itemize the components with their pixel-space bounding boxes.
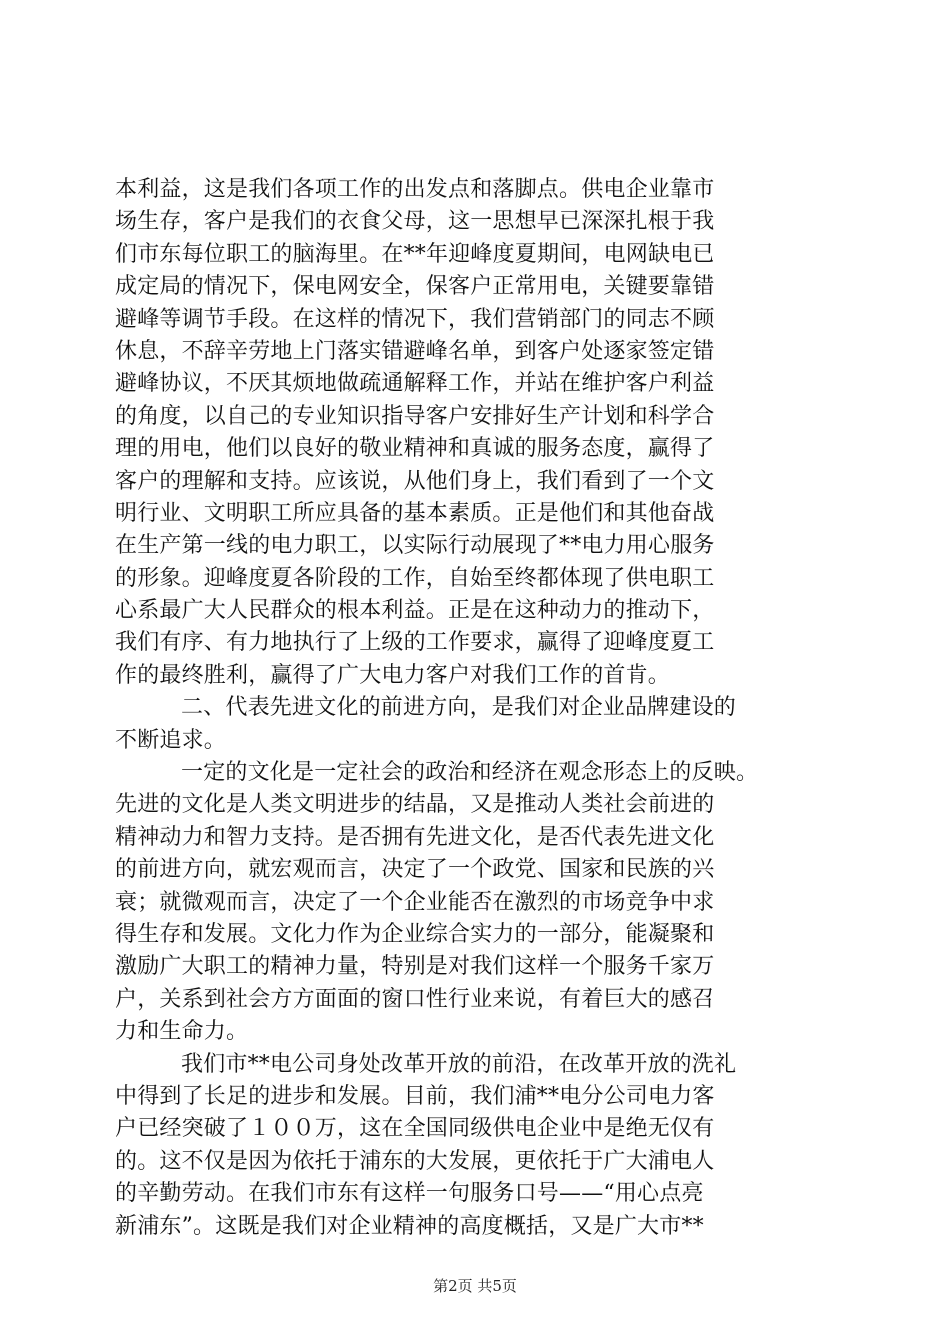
text-line: 我们市**电公司身处改革开放的前沿，在改革开放的洗礼 [181, 1051, 737, 1077]
text-line: 的形象。迎峰度夏各阶段的工作，自始至终都体现了供电职工 [115, 565, 715, 591]
text-line: 场生存，客户是我们的衣食父母，这一思想早已深深扎根于我 [115, 209, 715, 235]
text-line: 的。这不仅是因为依托于浦东的大发展，更依托于广大浦电人 [115, 1148, 715, 1174]
text-line: 明行业、文明职工所应具备的基本素质。正是他们和其他奋战 [115, 500, 715, 526]
text-line: 的前进方向，就宏观而言，决定了一个政党、国家和民族的兴 [115, 857, 715, 883]
text-line: 新浦东”。这既是我们对企业精神的高度概括，又是广大市** [115, 1213, 704, 1239]
text-line: 衰；就微观而言，决定了一个企业能否在激烈的市场竞争中求 [115, 889, 715, 915]
text-line: 心系最广大人民群众的根本利益。正是在这种动力的推动下， [115, 598, 715, 624]
text-line: 们市东每位职工的脑海里。在**年迎峰度夏期间，电网缺电已 [115, 241, 715, 267]
text-line: 作的最终胜利，赢得了广大电力客户对我们工作的首肯。 [115, 662, 671, 688]
text-line: 二、代表先进文化的前进方向，是我们对企业品牌建设的 [181, 695, 737, 721]
text-line: 成定局的情况下，保电网安全，保客户正常用电，关键要靠错 [115, 274, 715, 300]
text-line: 我们有序、有力地执行了上级的工作要求，赢得了迎峰度夏工 [115, 630, 715, 656]
text-line: 中得到了长足的进步和发展。目前，我们浦**电分公司电力客 [115, 1083, 715, 1109]
text-line: 客户的理解和支持。应该说，从他们身上，我们看到了一个文 [115, 468, 715, 494]
text-line: 激励广大职工的精神力量，特别是对我们这样一个服务千家万 [115, 954, 715, 980]
text-line: 在生产第一线的电力职工，以实际行动展现了**电力用心服务 [115, 533, 715, 559]
text-line: 避峰协议，不厌其烦地做疏通解释工作，并站在维护客户利益 [115, 371, 715, 397]
text-line: 力和生命力。 [115, 1019, 249, 1045]
text-line: 避峰等调节手段。在这样的情况下，我们营销部门的同志不顾 [115, 306, 715, 332]
text-line: 不断追求。 [115, 727, 227, 753]
text-line: 一定的文化是一定社会的政治和经济在观念形态上的反映。 [181, 760, 759, 786]
text-line: 理的用电，他们以良好的敬业精神和真诚的服务态度，赢得了 [115, 436, 715, 462]
page-footer: 第2页 共5页 [433, 1277, 517, 1295]
text-line: 户已经突破了１００万，这在全国同级供电企业中是绝无仅有 [115, 1116, 715, 1142]
document-body [115, 174, 835, 1243]
text-line: 的角度，以自己的专业知识指导客户安排好生产计划和科学合 [115, 403, 715, 429]
text-line: 休息，不辞辛劳地上门落实错避峰名单，到客户处逐家签定错 [115, 338, 715, 364]
text-line: 户，关系到社会方方面面的窗口性行业来说，有着巨大的感召 [115, 986, 715, 1012]
text-line: 的辛勤劳动。在我们市东有这样一句服务口号——“用心点亮 [115, 1181, 704, 1207]
text-line: 得生存和发展。文化力作为企业综合实力的一部分，能凝聚和 [115, 921, 715, 947]
text-line: 精神动力和智力支持。是否拥有先进文化，是否代表先进文化 [115, 824, 715, 850]
text-line: 本利益，这是我们各项工作的出发点和落脚点。供电企业靠市 [115, 177, 715, 202]
text-line: 先进的文化是人类文明进步的结晶，又是推动人类社会前进的 [115, 792, 715, 818]
